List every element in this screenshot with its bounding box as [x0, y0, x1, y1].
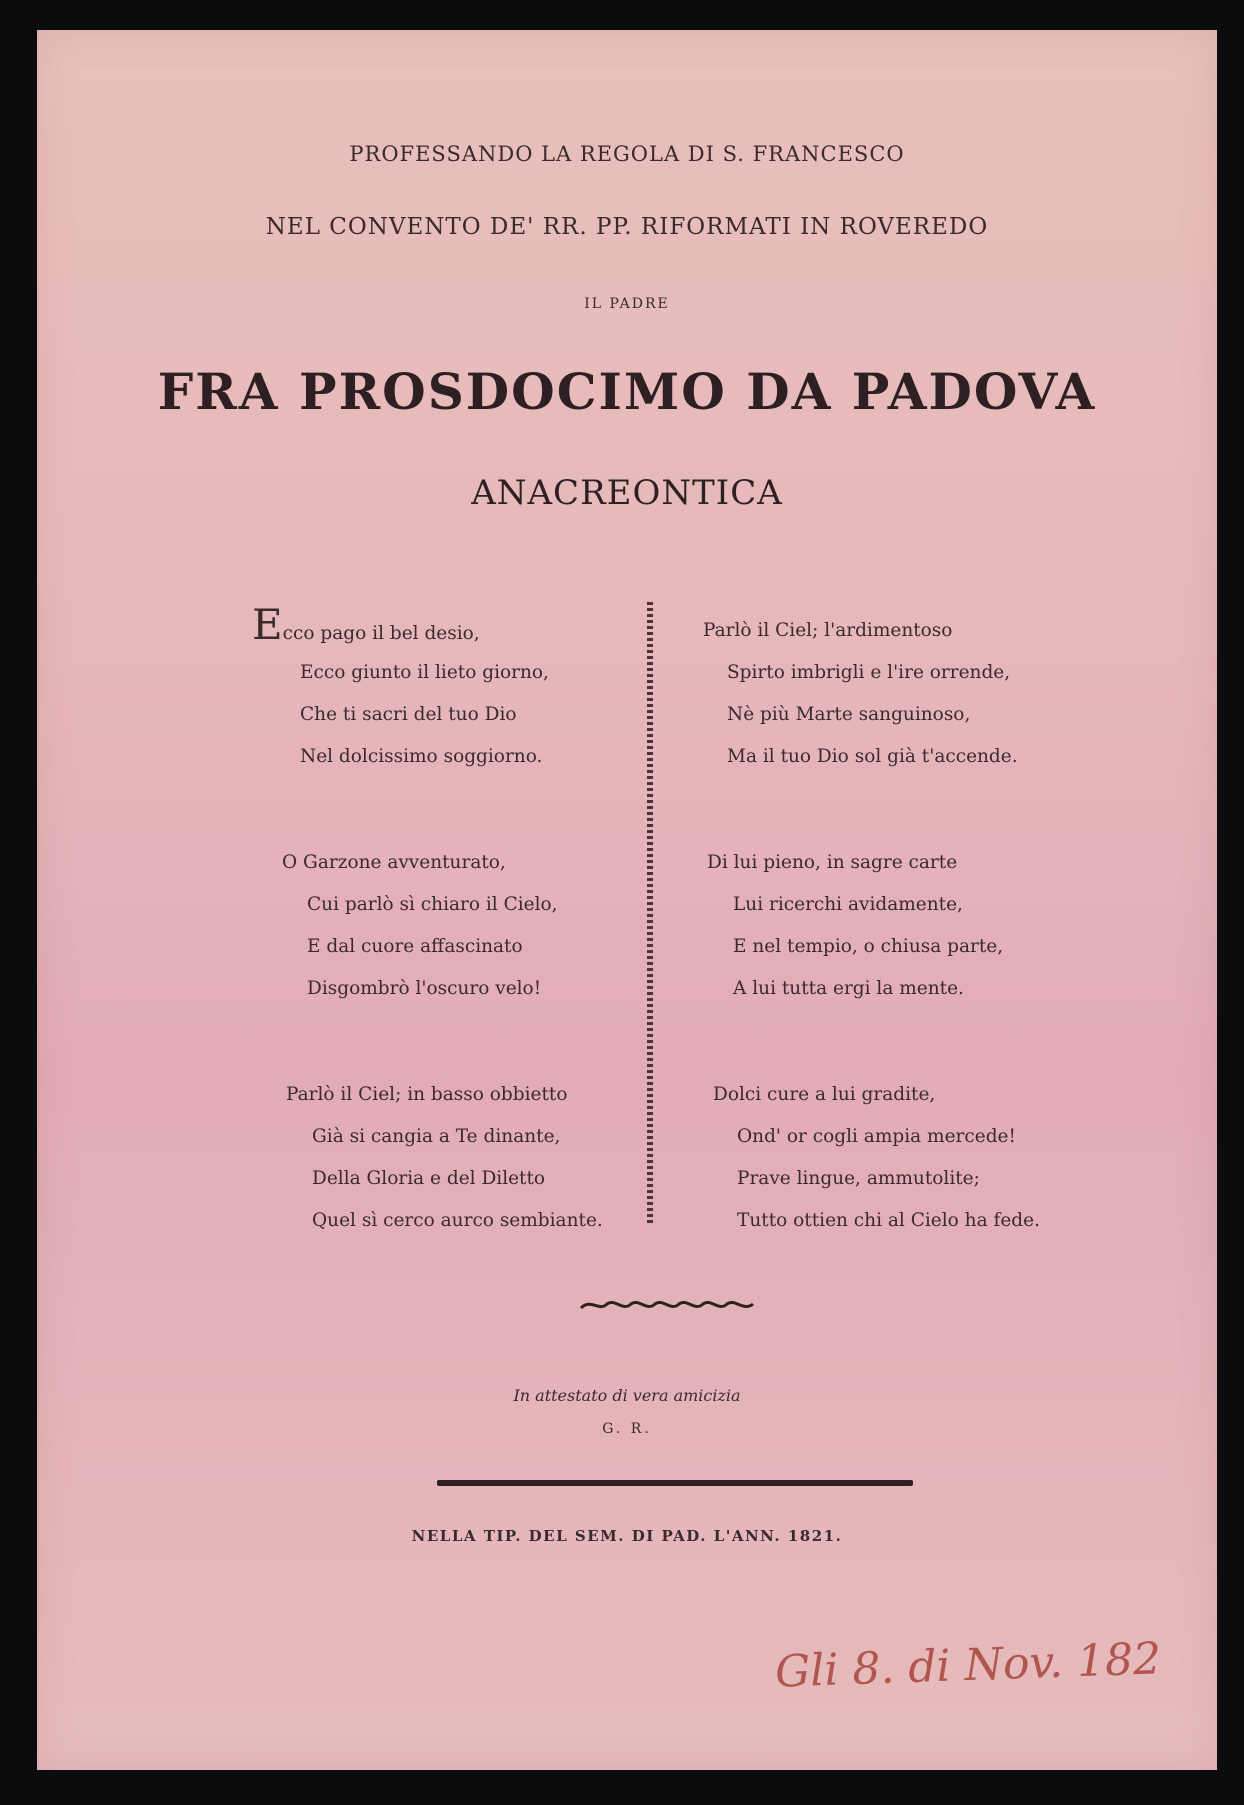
stanza-right-2: [703, 842, 1123, 1010]
verse: Ond' or cogli ampia mercede!: [737, 1126, 1016, 1147]
header-line-2: NEL CONVENTO DE' RR. PP. RIFORMATI IN ROVEREDO: [265, 214, 989, 240]
verse: Di lui pieno, in sagre carte: [707, 852, 958, 873]
verse: Che ti sacri del tuo Dio: [300, 704, 517, 725]
verse: E nel tempio, o chiusa parte,: [733, 936, 1004, 957]
stanza-left-1: [252, 600, 672, 778]
verse: Disgombrò l'oscuro velo!: [307, 978, 542, 999]
poem-column-right: [703, 610, 1123, 1306]
verse: Parlò il Ciel; in basso obbietto: [286, 1084, 568, 1105]
printer-imprint: NELLA TIP. DEL SEM. DI PAD. L'ANN. 1821.: [411, 1527, 843, 1545]
verse: Dolci cure a lui gradite,: [713, 1084, 936, 1105]
verse: Nel dolcissimo soggiorno.: [300, 746, 543, 767]
header-line-3: IL PADRE: [584, 296, 670, 312]
verse: Già si cangia a Te dinante,: [312, 1126, 561, 1147]
verse: E dal cuore affascinato: [307, 936, 523, 957]
verse: Nè più Marte sanguinoso,: [727, 704, 971, 725]
stanza-left-3: [252, 1074, 672, 1242]
poem-subtitle: ANACREONTICA: [471, 473, 783, 513]
verse: Ecco giunto il lieto giorno,: [300, 662, 549, 683]
verse: Parlò il Ciel; l'ardimentoso: [703, 620, 953, 641]
verse: Cui parlò sì chiaro il Cielo,: [307, 894, 558, 915]
author-initials: G. R.: [602, 1421, 652, 1437]
stanza-right-3: [703, 1074, 1123, 1242]
verse: Lui ricerchi avidamente,: [733, 894, 963, 915]
verse: Spirto imbrigli e l'ire orrende,: [727, 662, 1011, 683]
handwritten-date-note: Gli 8. di Nov. 182: [774, 1633, 1162, 1698]
verse: Prave lingue, ammutolite;: [737, 1168, 980, 1189]
drop-cap: E: [252, 600, 283, 649]
stanza-right-1: [703, 610, 1123, 778]
verse: Della Gloria e del Diletto: [312, 1168, 546, 1189]
header-line-1: PROFESSANDO LA REGOLA DI S. FRANCESCO: [349, 142, 905, 166]
verse: A lui tutta ergi la mente.: [733, 978, 964, 999]
verse: Ecco pago il bel desio,: [252, 600, 480, 649]
verse: Quel sì cerco aurco sembiante.: [312, 1210, 603, 1231]
verse: Ma il tuo Dio sol già t'accende.: [727, 746, 1018, 767]
page-title: FRA PROSDOCIMO DA PADOVA: [157, 362, 1097, 421]
flourish-ornament: [579, 1296, 755, 1314]
column-divider: [647, 602, 653, 1226]
verse: Tutto ottien chi al Cielo ha fede.: [737, 1210, 1040, 1231]
dedication: In attestato di vera amicizia: [513, 1386, 741, 1405]
stanza-left-2: [252, 842, 672, 1010]
broadside-sheet: [37, 30, 1217, 1770]
poem-column-left: [252, 600, 672, 1306]
verse: O Garzone avventurato,: [282, 852, 506, 873]
horizontal-rule: [437, 1480, 913, 1486]
